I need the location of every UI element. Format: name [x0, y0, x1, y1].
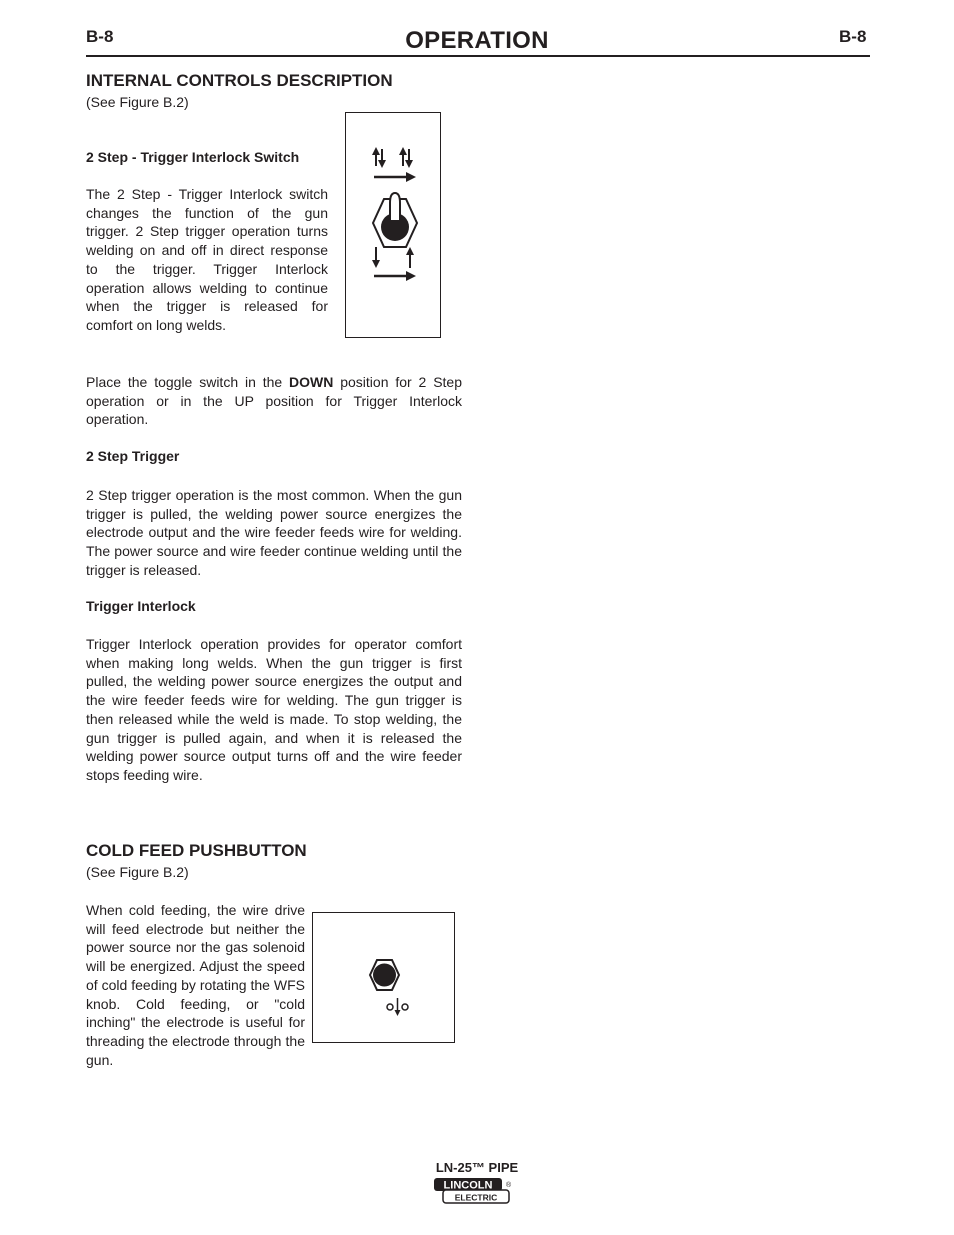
switch-heading: 2 Step - Trigger Interlock Switch: [86, 149, 300, 165]
cold-feed-description: When cold feeding, the wire drive will feed electrode but neither the power source nor the gas solenoid will be energized. Adjust the speed of cold feeding by rotating the WFS knob. Cold feeding, or "cold inching" the electrode is useful for threading the electrode through the gun.: [86, 902, 305, 1068]
toggle-switch-icon: [346, 113, 440, 337]
logo-bottom-text: ELECTRIC: [454, 1192, 498, 1203]
header-rule: [86, 55, 870, 57]
down-emphasis: DOWN: [289, 374, 334, 390]
page-number-left: B-8: [86, 27, 114, 46]
section-title-internal-controls: INTERNAL CONTROLS DESCRIPTION: [86, 71, 393, 90]
section-title-cold-feed: COLD FEED PUSHBUTTON: [86, 841, 307, 860]
figure-reference-cold-feed: (See Figure B.2): [86, 864, 189, 880]
two-step-description: 2 Step trigger operation is the most common. When the gun trigger is pulled, the welding power source energizes the electrode output and the wire feeder feeds wire for welding. The power source and wire feeder continue welding until the trigger is released.: [86, 487, 462, 578]
toggle-switch-figure: [345, 112, 441, 338]
trigger-interlock-description: Trigger Interlock operation provides for operator comfort when making long welds. When the gun trigger is first pulled, the welding power source energizes the output and the wire feeder feeds wire for welding. The gun trigger is then released while the weld is made. To stop welding, the gun trigger is pulled again, and when it is released the welding power source output turns off and the wire feeder stops feeding wire.: [86, 636, 462, 783]
toggle-instructions: [86, 373, 462, 429]
instruction-text: Place the toggle switch in the: [86, 374, 290, 390]
cold-feed-icon: [387, 998, 408, 1016]
figure-reference: (See Figure B.2): [86, 94, 189, 110]
lincoln-electric-logo-icon: [433, 1177, 513, 1205]
pushbutton-icon: [313, 913, 454, 1042]
lincoln-electric-logo: [433, 1177, 513, 1210]
instruction-text-continued: position for 2 Step operation or in the UP position for Trigger Interlock operation.: [86, 374, 462, 428]
trigger-interlock-heading: Trigger Interlock: [86, 598, 196, 614]
two-step-heading: 2 Step Trigger: [86, 448, 180, 464]
cold-feed-figure: [312, 912, 455, 1043]
logo-top-text: LINCOLN: [443, 1179, 493, 1192]
switch-description: The 2 Step - Trigger Interlock switch changes the function of the gun trigger. 2 Step trigger operation turns welding on and off in direct response to the trigger. Trigger Interlock operation allows welding to continue when the trigger is released for comfort on long welds.: [86, 186, 328, 333]
page-number-right: B-8: [839, 27, 867, 46]
footer-model-name: LN-25™ PIPE: [435, 1160, 519, 1175]
page-title: OPERATION: [405, 27, 549, 54]
registered-mark: ®: [506, 1182, 512, 1189]
